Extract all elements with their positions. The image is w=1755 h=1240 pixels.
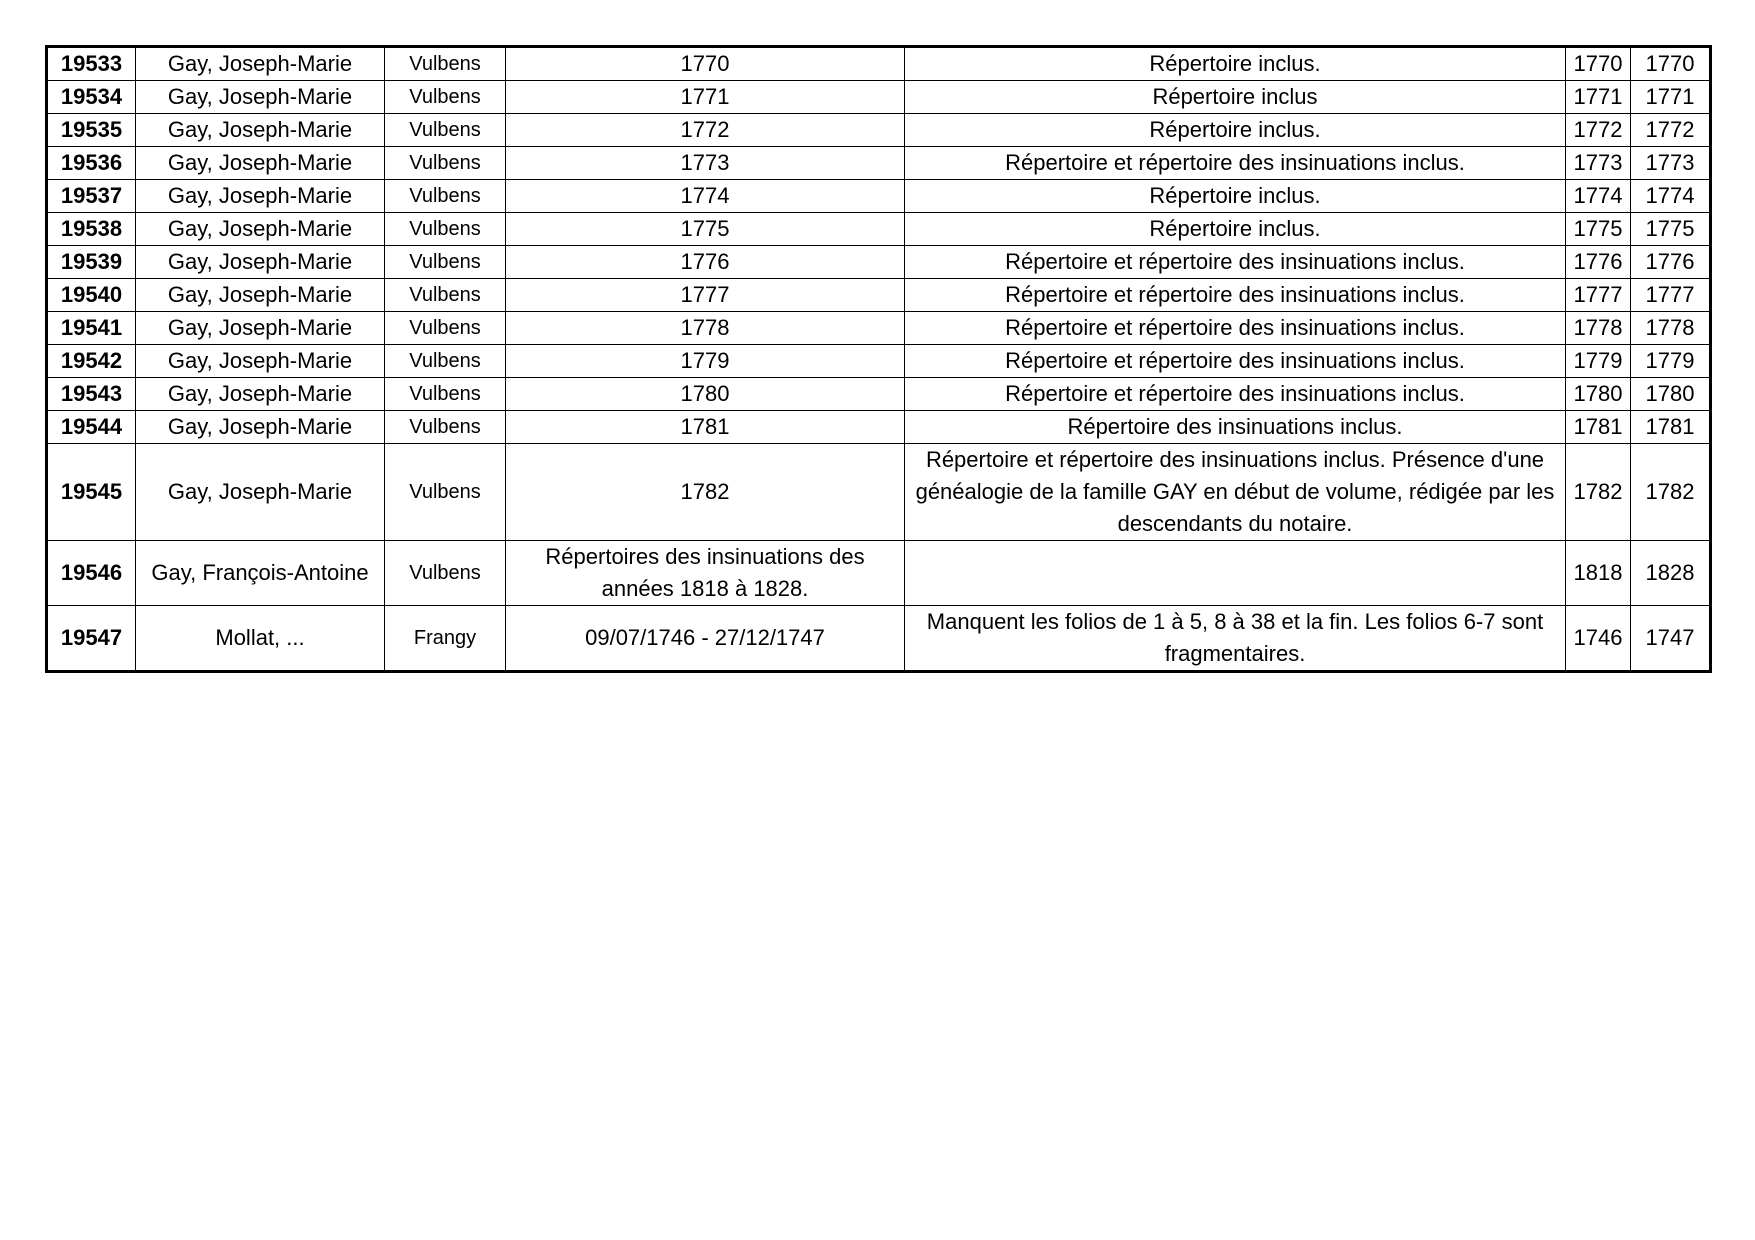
cell-notaire: Gay, Joseph-Marie <box>136 279 385 312</box>
inventory-table <box>45 45 1712 673</box>
cell-notaire: Gay, Joseph-Marie <box>136 411 385 444</box>
cell-cote: 19539 <box>47 246 136 279</box>
cell-fin: 1778 <box>1631 312 1711 345</box>
table-row <box>47 180 1711 213</box>
cell-debut: 1782 <box>1566 444 1631 541</box>
cell-debut: 1777 <box>1566 279 1631 312</box>
cell-debut: 1780 <box>1566 378 1631 411</box>
cell-cote: 19542 <box>47 345 136 378</box>
cell-cote: 19537 <box>47 180 136 213</box>
cell-dates: Répertoires des insinuations des années 1818 à 1828. <box>506 541 905 606</box>
cell-observations: Manquent les folios de 1 à 5, 8 à 38 et la fin. Les folios 6-7 sont fragmentaires. <box>905 606 1566 672</box>
cell-cote: 19538 <box>47 213 136 246</box>
cell-dates: 1777 <box>506 279 905 312</box>
cell-debut: 1781 <box>1566 411 1631 444</box>
cell-observations: Répertoire et répertoire des insinuations inclus. <box>905 147 1566 180</box>
cell-fin: 1780 <box>1631 378 1711 411</box>
cell-observations: Répertoire et répertoire des insinuations inclus. <box>905 279 1566 312</box>
cell-fin: 1774 <box>1631 180 1711 213</box>
cell-observations: Répertoire inclus. <box>905 213 1566 246</box>
cell-dates: 1773 <box>506 147 905 180</box>
cell-observations <box>905 541 1566 606</box>
cell-lieu: Vulbens <box>385 47 506 81</box>
cell-debut: 1770 <box>1566 47 1631 81</box>
cell-lieu: Vulbens <box>385 378 506 411</box>
cell-dates: 1782 <box>506 444 905 541</box>
cell-lieu: Frangy <box>385 606 506 672</box>
cell-observations: Répertoire et répertoire des insinuations inclus. Présence d'une généalogie de la famille GAY en début de volume, rédigée par les descendants du notaire. <box>905 444 1566 541</box>
cell-dates: 1779 <box>506 345 905 378</box>
cell-fin: 1771 <box>1631 81 1711 114</box>
cell-lieu: Vulbens <box>385 312 506 345</box>
cell-debut: 1778 <box>1566 312 1631 345</box>
cell-fin: 1777 <box>1631 279 1711 312</box>
cell-observations: Répertoire et répertoire des insinuations inclus. <box>905 378 1566 411</box>
table-row <box>47 312 1711 345</box>
cell-debut: 1773 <box>1566 147 1631 180</box>
cell-fin: 1828 <box>1631 541 1711 606</box>
table-row <box>47 114 1711 147</box>
cell-observations: Répertoire et répertoire des insinuations inclus. <box>905 246 1566 279</box>
cell-cote: 19545 <box>47 444 136 541</box>
cell-observations: Répertoire inclus. <box>905 114 1566 147</box>
cell-notaire: Mollat, ... <box>136 606 385 672</box>
cell-dates: 1774 <box>506 180 905 213</box>
cell-notaire: Gay, Joseph-Marie <box>136 81 385 114</box>
cell-lieu: Vulbens <box>385 345 506 378</box>
cell-fin: 1779 <box>1631 345 1711 378</box>
cell-fin: 1776 <box>1631 246 1711 279</box>
cell-fin: 1747 <box>1631 606 1711 672</box>
cell-lieu: Vulbens <box>385 180 506 213</box>
cell-lieu: Vulbens <box>385 81 506 114</box>
table-row <box>47 47 1711 81</box>
cell-debut: 1746 <box>1566 606 1631 672</box>
cell-debut: 1774 <box>1566 180 1631 213</box>
cell-dates: 1771 <box>506 81 905 114</box>
table-row <box>47 378 1711 411</box>
cell-cote: 19547 <box>47 606 136 672</box>
cell-dates: 1776 <box>506 246 905 279</box>
table-row <box>47 279 1711 312</box>
cell-fin: 1773 <box>1631 147 1711 180</box>
cell-fin: 1770 <box>1631 47 1711 81</box>
cell-notaire: Gay, François-Antoine <box>136 541 385 606</box>
cell-observations: Répertoire inclus <box>905 81 1566 114</box>
cell-dates: 1770 <box>506 47 905 81</box>
cell-lieu: Vulbens <box>385 411 506 444</box>
cell-cote: 19544 <box>47 411 136 444</box>
cell-dates: 1772 <box>506 114 905 147</box>
cell-observations: Répertoire et répertoire des insinuations inclus. <box>905 345 1566 378</box>
cell-cote: 19534 <box>47 81 136 114</box>
cell-lieu: Vulbens <box>385 541 506 606</box>
table-row <box>47 345 1711 378</box>
cell-debut: 1772 <box>1566 114 1631 147</box>
cell-dates: 1781 <box>506 411 905 444</box>
table-row <box>47 606 1711 672</box>
cell-lieu: Vulbens <box>385 279 506 312</box>
cell-notaire: Gay, Joseph-Marie <box>136 114 385 147</box>
table-body <box>47 47 1711 672</box>
table-row <box>47 147 1711 180</box>
cell-dates: 09/07/1746 - 27/12/1747 <box>506 606 905 672</box>
cell-notaire: Gay, Joseph-Marie <box>136 180 385 213</box>
cell-fin: 1775 <box>1631 213 1711 246</box>
table-row <box>47 213 1711 246</box>
cell-cote: 19540 <box>47 279 136 312</box>
cell-cote: 19541 <box>47 312 136 345</box>
cell-notaire: Gay, Joseph-Marie <box>136 246 385 279</box>
table-row <box>47 81 1711 114</box>
cell-lieu: Vulbens <box>385 213 506 246</box>
cell-fin: 1772 <box>1631 114 1711 147</box>
cell-notaire: Gay, Joseph-Marie <box>136 213 385 246</box>
cell-observations: Répertoire et répertoire des insinuations inclus. <box>905 312 1566 345</box>
cell-observations: Répertoire inclus. <box>905 180 1566 213</box>
cell-lieu: Vulbens <box>385 147 506 180</box>
table-row <box>47 411 1711 444</box>
cell-cote: 19536 <box>47 147 136 180</box>
cell-lieu: Vulbens <box>385 246 506 279</box>
cell-notaire: Gay, Joseph-Marie <box>136 312 385 345</box>
cell-notaire: Gay, Joseph-Marie <box>136 47 385 81</box>
cell-fin: 1782 <box>1631 444 1711 541</box>
cell-debut: 1818 <box>1566 541 1631 606</box>
cell-lieu: Vulbens <box>385 444 506 541</box>
cell-observations: Répertoire inclus. <box>905 47 1566 81</box>
cell-cote: 19546 <box>47 541 136 606</box>
cell-debut: 1776 <box>1566 246 1631 279</box>
cell-debut: 1779 <box>1566 345 1631 378</box>
cell-cote: 19543 <box>47 378 136 411</box>
cell-fin: 1781 <box>1631 411 1711 444</box>
cell-dates: 1780 <box>506 378 905 411</box>
cell-notaire: Gay, Joseph-Marie <box>136 378 385 411</box>
table-row <box>47 541 1711 606</box>
cell-notaire: Gay, Joseph-Marie <box>136 444 385 541</box>
cell-notaire: Gay, Joseph-Marie <box>136 345 385 378</box>
cell-cote: 19533 <box>47 47 136 81</box>
cell-dates: 1775 <box>506 213 905 246</box>
cell-observations: Répertoire des insinuations inclus. <box>905 411 1566 444</box>
cell-debut: 1775 <box>1566 213 1631 246</box>
table-row <box>47 246 1711 279</box>
cell-notaire: Gay, Joseph-Marie <box>136 147 385 180</box>
cell-debut: 1771 <box>1566 81 1631 114</box>
cell-cote: 19535 <box>47 114 136 147</box>
table-row <box>47 444 1711 541</box>
cell-dates: 1778 <box>506 312 905 345</box>
cell-lieu: Vulbens <box>385 114 506 147</box>
